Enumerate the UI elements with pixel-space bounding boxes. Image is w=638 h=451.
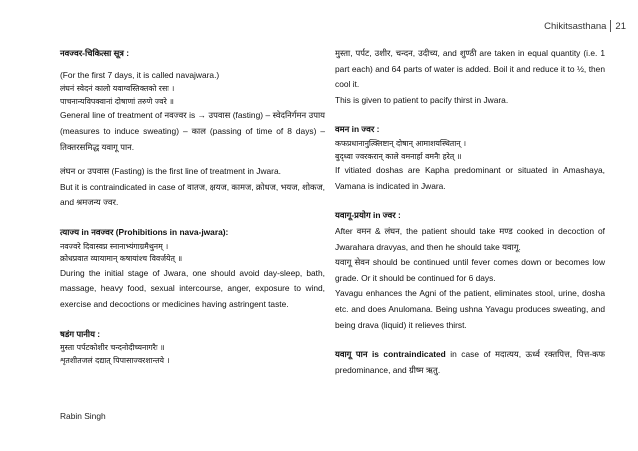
paragraph-vamana-indication: If vitiated doshas are Kapha predominant or situated in Amashaya, Vamana is indicated in Jwara. <box>335 165 605 191</box>
paragraph-avoid: During the initial stage of Jwara, one should avoid day-sleep, bath, massage, heavy food, sexual intercourse, anger, exposure to wind, exercise and decoctions or medicines having astringent taste. <box>60 267 325 309</box>
heading-navajwara-chikitsa: नवज्वर-चिकित्सा सूत्र : <box>60 48 130 58</box>
paragraph-yavagu-duration: यवागू सेवन should be continued until fever comes down or becomes low grade. Or it should be continued for 6 days. <box>335 257 605 283</box>
paragraph-yavagu-benefits: Yavagu enhances the Agni of the patient, eliminates stool, urine, dosha etc. and does Anulomana. Being ushna Yavagu produces sweating, and being drava (liquid) it relieves thirst. <box>335 288 605 330</box>
verse-line: कफप्रधानानुत्क्लिष्टान् दोषान् आमाशयस्थितान् । <box>335 138 467 148</box>
paragraph-contraindication: But it is contraindicated in case of वातज, क्षयज, कामज, क्रोधज, भयज, शोकज, and श्रमजन्य ज्वर. <box>60 181 325 208</box>
header-divider <box>610 20 611 32</box>
paragraph-general-treatment: General line of treatment of नवज्वर is → उपवास (fasting) – स्वेदनिर्गमन उपाय (measures to induce sweating) – काल (passing of time of 8 days) – तिक्तरसमिद्ध यवागू पान. <box>60 110 325 152</box>
page-header <box>544 20 626 32</box>
verse-line: बुद्ध्वा ज्वरकरान् काले वमनार्हा वमनैः हरेत् ॥ <box>335 151 462 161</box>
heading-prohibitions: त्याज्य in नवज्वर (Prohibitions in nava-jwara): <box>60 226 229 237</box>
right-column <box>335 46 605 378</box>
paragraph-shadanga-preparation: मुस्ता, पर्पट, उशीर, चन्दन, उदीच्य, and शुण्ठी are taken in equal quantity (i.e. 1 part each) and 64 parts of water is added. Boil it and reduce it to ½, then cool it. <box>335 48 605 90</box>
navajwara-definition: (For the first 7 days, it is called navajwara.) <box>60 69 220 80</box>
left-column <box>60 46 325 367</box>
contraindicated-label: यवागू पान is contraindicated <box>335 349 446 360</box>
section-title: Chikitsasthana <box>544 20 607 32</box>
verse-line: नवज्वरे दिवास्वप्न स्नानाभ्यंगाग्रमैथुनम् । <box>60 241 169 251</box>
verse-line: लंघनं स्वेदनं कालो यवाग्वस्तिक्तको रसः । <box>60 84 175 94</box>
verse-line: पाचनान्यविपक्वानां दोषाणां तरुणे ज्वरे ॥ <box>60 96 174 106</box>
verse-line: शृतशीतजलं दद्यात् पिपासाज्वरशान्तये । <box>60 355 170 365</box>
contraindication-conditions: in case of मदात्यय, ऊर्ध्व रक्तपित्त, पित्त-कफ predominance, and ग्रीष्म ऋतु. <box>335 349 606 375</box>
page-number: 21 <box>615 20 626 32</box>
paragraph-langhana: लंघन or उपवास (Fasting) is the first line of treatment in Jwara. <box>60 166 281 177</box>
paragraph-yavagu-after: After वमन & लंघन, the patient should take मण्ड cooked in decoction of Jwarahara dravyas, and then he should take यवागू. <box>335 225 605 252</box>
heading-yavagu-prayoga: यवागू-प्रयोग in ज्वर : <box>335 210 401 221</box>
paragraph-yavagu-contraindication <box>335 347 605 378</box>
heading-vamana: वमन in ज्वर : <box>335 124 380 135</box>
paragraph-thirst: This is given to patient to pacify thirst in Jwara. <box>335 94 509 105</box>
verse-line: क्रोधप्रवात व्यायामान् कषायांश्च विवर्जयेत् ॥ <box>60 254 183 264</box>
verse-line: मुस्ता पर्पटकोशीर चन्दनोदीच्यनागरैः ॥ <box>60 343 165 353</box>
footer-author: Rabin Singh <box>60 411 106 421</box>
heading-shadanga-paniya: षडंग पानीय : <box>60 328 101 339</box>
